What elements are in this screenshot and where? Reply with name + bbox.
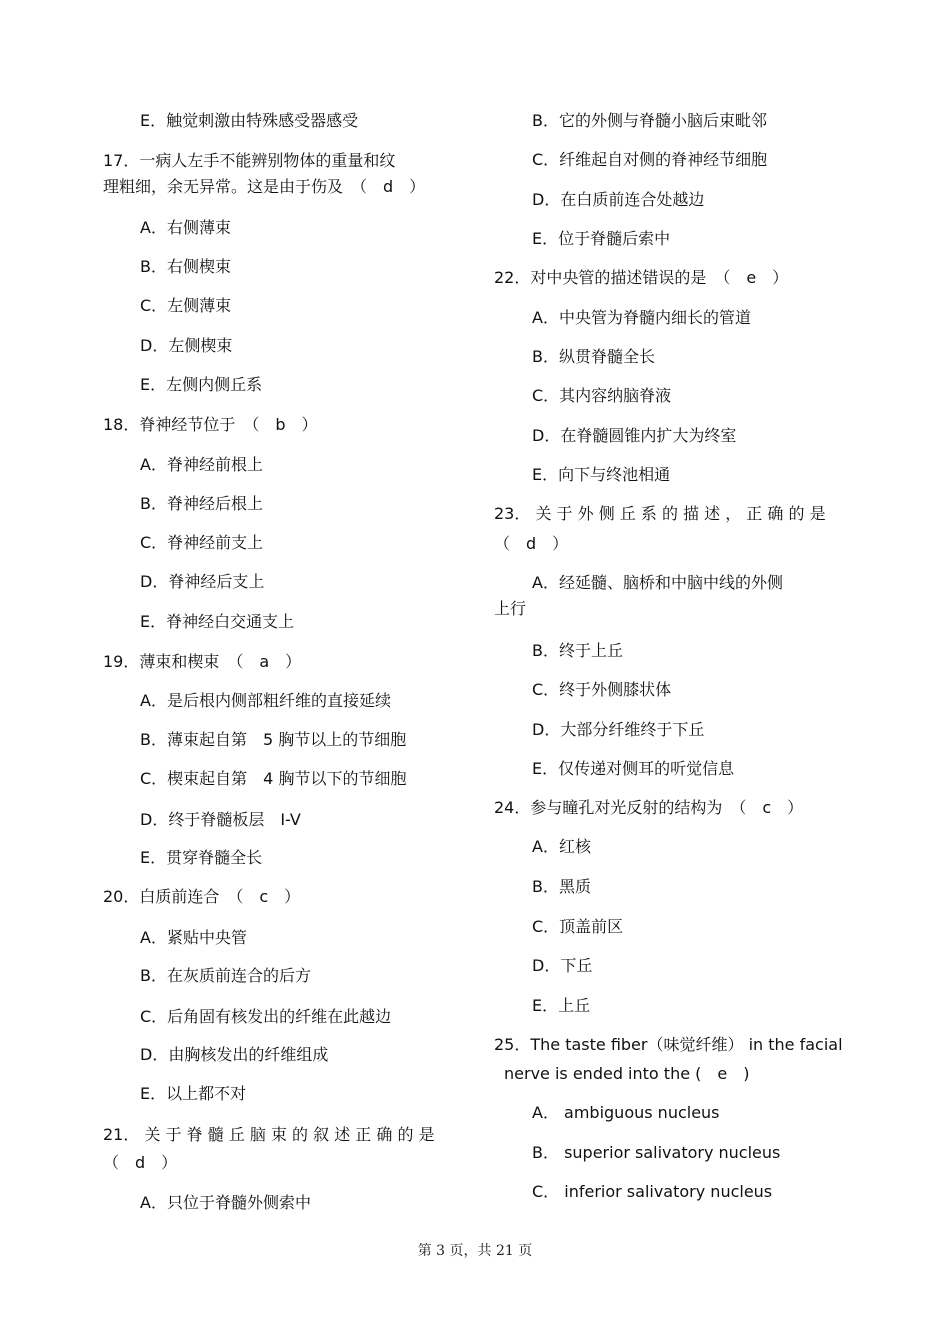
text-line: 19．薄束和楔束 （ a ）	[103, 652, 302, 671]
text-line: E．左侧内侧丘系	[140, 375, 263, 394]
text-line: E．向下与终池相通	[532, 465, 671, 484]
text-line: C． inferior salivatory nucleus	[532, 1182, 773, 1201]
text-line: C．楔束起自第 4 胸节以下的节细胞	[140, 769, 407, 788]
text-line: E．以上都不对	[140, 1084, 247, 1103]
text-line: C．左侧薄束	[140, 296, 232, 315]
text-line: A．只位于脊髓外侧索中	[140, 1193, 311, 1212]
text-line: C．终于外侧膝状体	[532, 680, 672, 699]
text-line: B．在灰质前连合的后方	[140, 966, 311, 985]
text-line: C．脊神经前支上	[140, 533, 264, 552]
text-line: 18．脊神经节位于 （ b ）	[103, 415, 318, 434]
text-line: D．在脊髓圆锥内扩大为终室	[532, 426, 737, 445]
text-line: 24．参与瞳孔对光反射的结构为 （ c ）	[494, 798, 804, 817]
text-line: E．脊神经白交通支上	[140, 612, 295, 631]
text-line: E．贯穿脊髓全长	[140, 848, 263, 867]
text-line: B．黑质	[532, 877, 591, 896]
text-line: 理粗细，余无异常。这是由于伤及 （ d ）	[103, 177, 426, 196]
text-line: A．右侧薄束	[140, 218, 231, 237]
text-line: C．其内容纳脑脊液	[532, 386, 672, 405]
text-line: E．位于脊髓后索中	[532, 229, 671, 248]
text-line: 25．The taste fiber（味觉纤维） in the facial	[494, 1035, 843, 1054]
text-line: A．紧贴中央管	[140, 928, 247, 947]
text-line: A．红核	[532, 837, 591, 856]
text-line: D．下丘	[532, 956, 593, 975]
text-line: E．仅传递对侧耳的听觉信息	[532, 759, 735, 778]
text-line: A．脊神经前根上	[140, 455, 263, 474]
text-line: A． ambiguous nucleus	[532, 1103, 720, 1122]
text-line: B．薄束起自第 5 胸节以上的节细胞	[140, 730, 407, 749]
text-line: nerve is ended into the ( e )	[504, 1064, 750, 1083]
page-footer: 第 3 页，共 21 页	[417, 1243, 533, 1259]
text-line: D．在白质前连合处越边	[532, 190, 705, 209]
text-line: E．上丘	[532, 996, 591, 1015]
text-line: 23． 关 于 外 侧 丘 系 的 描 述 ， 正 确 的 是	[494, 504, 826, 523]
text-line: C．顶盖前区	[532, 917, 624, 936]
text-line: A．中央管为脊髓内细长的管道	[532, 308, 751, 327]
text-line: B．它的外侧与脊髓小脑后束毗邻	[532, 111, 767, 130]
text-line: B．脊神经后根上	[140, 494, 263, 513]
text-line: 上行	[494, 599, 527, 618]
text-line: B．终于上丘	[532, 641, 623, 660]
text-line: E．触觉刺激由特殊感受器感受	[140, 111, 359, 130]
text-line: D．左侧楔束	[140, 336, 233, 355]
text-line: 20．白质前连合 （ c ）	[103, 887, 301, 906]
text-line: 21． 关 于 脊 髓 丘 脑 束 的 叙 述 正 确 的 是	[103, 1125, 435, 1144]
text-line: D．终于脊髓板层 I-V	[140, 810, 301, 829]
text-line: D．大部分纤维终于下丘	[532, 720, 705, 739]
text-line: 22．对中央管的描述错误的是 （ e ）	[494, 268, 789, 287]
text-line: 17．一病人左手不能辨别物体的重量和纹	[103, 151, 396, 170]
text-line: B．纵贯脊髓全长	[532, 347, 655, 366]
text-line: （ d ）	[494, 534, 569, 553]
text-line: （ d ）	[103, 1153, 178, 1172]
text-line: B．右侧楔束	[140, 257, 231, 276]
text-line: C．纤维起自对侧的脊神经节细胞	[532, 150, 768, 169]
text-line: A．经延髓、脑桥和中脑中线的外侧	[532, 573, 783, 592]
text-line: C．后角固有核发出的纤维在此越边	[140, 1007, 392, 1026]
text-line: D．脊神经后支上	[140, 572, 265, 591]
text-line: D．由胸核发出的纤维组成	[140, 1045, 329, 1064]
text-line: A．是后根内侧部粗纤维的直接延续	[140, 691, 391, 710]
text-line: B． superior salivatory nucleus	[532, 1143, 781, 1162]
